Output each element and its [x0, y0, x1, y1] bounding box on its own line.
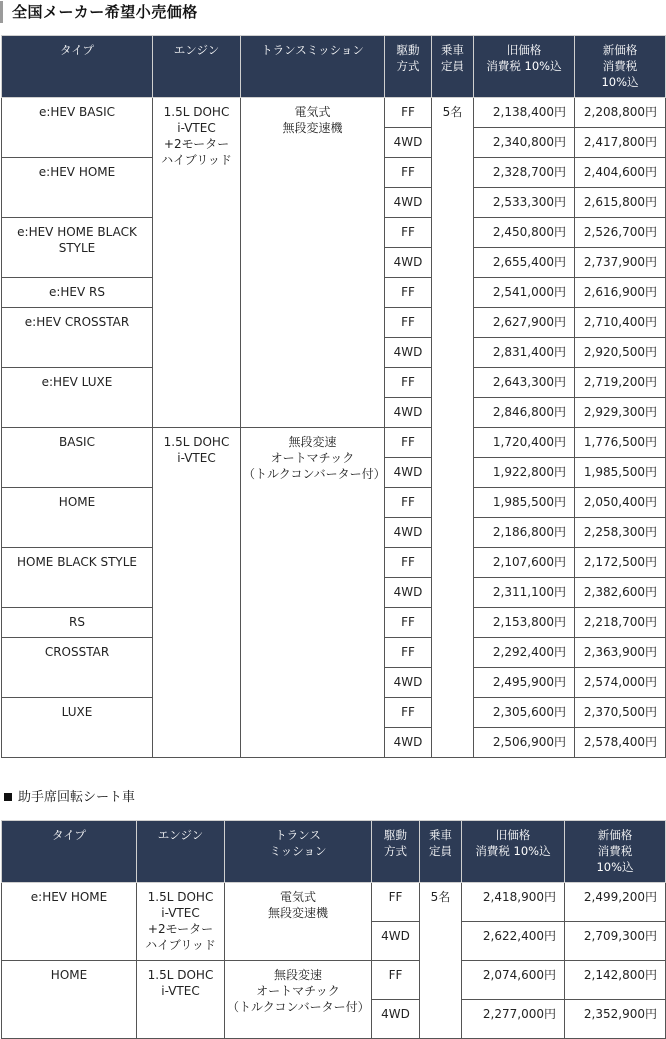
- model-name-cell: e:HEV CROSSTAR: [2, 308, 153, 368]
- new-price-cell: 2,710,400円: [575, 308, 666, 338]
- drive-cell: FF: [385, 368, 432, 398]
- new-price-cell: 2,737,900円: [575, 248, 666, 278]
- transmission-line: 電気式: [294, 105, 331, 119]
- table-row: [2, 428, 666, 458]
- model-name-cell: e:HEV BASIC: [2, 98, 153, 158]
- header-new-line1: 新価格: [602, 43, 638, 57]
- old-price-cell: 2,328,700円: [474, 158, 575, 188]
- header-seats-line1: 乗車: [429, 828, 452, 842]
- swivel-seat-price-table: [1, 820, 666, 1039]
- engine-line: 1.5L DOHC: [147, 968, 214, 982]
- engine-line: 1.5L DOHC: [147, 890, 214, 904]
- header-drive-line1: 駆動: [396, 43, 420, 57]
- new-price-cell: 2,208,800円: [575, 98, 666, 128]
- new-price-cell: 2,370,500円: [575, 698, 666, 728]
- old-price-cell: 2,541,000円: [474, 278, 575, 308]
- new-price-cell: 2,719,200円: [575, 368, 666, 398]
- header-old-line2: 消費税 10%込: [475, 844, 551, 858]
- transmission-cell: [241, 98, 385, 428]
- section-title: [0, 788, 135, 808]
- drive-cell: FF: [372, 961, 420, 1000]
- header-new-line3: 10%込: [596, 860, 634, 874]
- drive-cell: FF: [385, 158, 432, 188]
- header-trans-line2: ミッション: [269, 844, 327, 858]
- old-price-cell: 2,831,400円: [474, 338, 575, 368]
- old-price-cell: 2,506,900円: [474, 728, 575, 758]
- model-name-cell: e:HEV HOME: [2, 883, 137, 961]
- page-title: [0, 0, 666, 24]
- new-price-cell: 2,616,900円: [575, 278, 666, 308]
- old-price-cell: 2,533,300円: [474, 188, 575, 218]
- drive-cell: 4WD: [372, 1000, 420, 1039]
- new-price-cell: 2,363,900円: [575, 638, 666, 668]
- model-name-cell: RS: [2, 608, 153, 638]
- old-price-cell: 1,985,500円: [474, 488, 575, 518]
- engine-line: i-VTEC: [177, 451, 216, 465]
- header-transmission: [225, 821, 372, 883]
- new-price-cell: 2,417,800円: [575, 128, 666, 158]
- drive-cell: 4WD: [385, 128, 432, 158]
- engine-cell: [153, 428, 241, 758]
- drive-cell: 4WD: [372, 922, 420, 961]
- table-row: [2, 98, 666, 128]
- transmission-line: （トルクコンバーター付）: [243, 467, 386, 481]
- header-seats: [420, 821, 462, 883]
- old-price-cell: 2,074,600円: [462, 961, 565, 1000]
- new-price-cell: 2,258,300円: [575, 518, 666, 548]
- drive-cell: FF: [385, 428, 432, 458]
- old-price-cell: 1,720,400円: [474, 428, 575, 458]
- header-drive-line1: 駆動: [384, 828, 407, 842]
- new-price-cell: 2,709,300円: [565, 922, 666, 961]
- drive-cell: FF: [385, 218, 432, 248]
- drive-cell: 4WD: [385, 248, 432, 278]
- drive-cell: 4WD: [385, 668, 432, 698]
- transmission-line: 無段変速機: [282, 121, 343, 135]
- drive-cell: FF: [385, 308, 432, 338]
- title-text: 全国メーカー希望小売価格: [12, 3, 198, 21]
- engine-cell: [137, 883, 225, 961]
- engine-line: i-VTEC: [161, 984, 200, 998]
- new-price-cell: 2,578,400円: [575, 728, 666, 758]
- drive-cell: 4WD: [385, 338, 432, 368]
- new-price-cell: 2,615,800円: [575, 188, 666, 218]
- drive-cell: 4WD: [385, 578, 432, 608]
- header-new-line3: 10%込: [601, 75, 639, 89]
- drive-cell: FF: [385, 548, 432, 578]
- table-row: [2, 883, 666, 922]
- header-drive-line2: 方式: [384, 844, 407, 858]
- old-price-cell: 2,305,600円: [474, 698, 575, 728]
- model-name-cell: HOME BLACK STYLE: [2, 548, 153, 608]
- drive-cell: 4WD: [385, 458, 432, 488]
- header-seats: [432, 36, 474, 98]
- old-price-cell: 2,153,800円: [474, 608, 575, 638]
- header-old-line1: 旧価格: [495, 828, 531, 842]
- new-price-cell: 2,526,700円: [575, 218, 666, 248]
- header-old-price: [462, 821, 565, 883]
- old-price-cell: 2,627,900円: [474, 308, 575, 338]
- header-transmission: トランスミッション: [241, 36, 385, 98]
- header-old-price: [474, 36, 575, 98]
- model-name-cell: HOME: [2, 488, 153, 548]
- header-old-line2: 消費税 10%込: [486, 59, 562, 73]
- header-new-line2: 消費税: [602, 59, 638, 73]
- new-price-cell: 2,929,300円: [575, 398, 666, 428]
- old-price-cell: 2,450,800円: [474, 218, 575, 248]
- model-name-cell: e:HEV HOME BLACK STYLE: [2, 218, 153, 278]
- old-price-cell: 2,340,800円: [474, 128, 575, 158]
- header-type: タイプ: [2, 36, 153, 98]
- header-new-line2: 消費税: [597, 844, 633, 858]
- swivel-seat-table-body: [2, 883, 666, 1039]
- new-price-cell: 2,404,600円: [575, 158, 666, 188]
- new-price-cell: 2,920,500円: [575, 338, 666, 368]
- engine-line: +2モーター: [147, 922, 214, 936]
- transmission-cell: [241, 428, 385, 758]
- old-price-cell: 2,655,400円: [474, 248, 575, 278]
- drive-cell: FF: [385, 698, 432, 728]
- header-new-price: [565, 821, 666, 883]
- engine-line: 1.5L DOHC: [163, 435, 230, 449]
- engine-line: ハイブリッド: [145, 938, 216, 952]
- drive-cell: FF: [385, 488, 432, 518]
- model-name-cell: LUXE: [2, 698, 153, 758]
- model-name-cell: e:HEV RS: [2, 278, 153, 308]
- transmission-line: 無段変速: [288, 435, 337, 449]
- new-price-cell: 2,050,400円: [575, 488, 666, 518]
- header-new-line1: 新価格: [597, 828, 633, 842]
- old-price-cell: 2,846,800円: [474, 398, 575, 428]
- new-price-cell: 2,352,900円: [565, 1000, 666, 1039]
- header-new-price: [575, 36, 666, 98]
- header-seats-line1: 乗車: [441, 43, 464, 57]
- drive-cell: 4WD: [385, 728, 432, 758]
- transmission-line: （トルクコンバーター付）: [227, 1000, 370, 1014]
- drive-cell: 4WD: [385, 398, 432, 428]
- transmission-line: 無段変速機: [267, 906, 328, 920]
- price-table-body: [2, 98, 666, 758]
- drive-cell: FF: [385, 638, 432, 668]
- engine-line: ハイブリッド: [161, 153, 232, 167]
- engine-cell: [137, 961, 225, 1039]
- price-table: [1, 35, 666, 758]
- old-price-cell: 2,495,900円: [474, 668, 575, 698]
- seats-cell: 5名: [420, 883, 462, 1039]
- header-seats-line2: 定員: [429, 844, 452, 858]
- engine-cell: [153, 98, 241, 428]
- new-price-cell: 2,574,000円: [575, 668, 666, 698]
- new-price-cell: 2,142,800円: [565, 961, 666, 1000]
- model-name-cell: HOME: [2, 961, 137, 1039]
- header-seats-line2: 定員: [441, 59, 464, 73]
- drive-cell: FF: [385, 278, 432, 308]
- drive-cell: 4WD: [385, 188, 432, 218]
- old-price-cell: 2,418,900円: [462, 883, 565, 922]
- header-engine: エンジン: [137, 821, 225, 883]
- model-name-cell: e:HEV LUXE: [2, 368, 153, 428]
- section-title-text: 助手席回転シート車: [18, 790, 136, 805]
- header-trans-line1: トランス: [275, 828, 321, 842]
- header-type: タイプ: [2, 821, 137, 883]
- drive-cell: 4WD: [385, 518, 432, 548]
- header-old-line1: 旧価格: [506, 43, 542, 57]
- transmission-cell: [225, 961, 372, 1039]
- transmission-line: 無段変速: [273, 968, 322, 982]
- model-name-cell: BASIC: [2, 428, 153, 488]
- table-row: [2, 961, 666, 1000]
- old-price-cell: 2,107,600円: [474, 548, 575, 578]
- engine-line: i-VTEC: [177, 121, 216, 135]
- header-drive-line2: 方式: [396, 59, 420, 73]
- new-price-cell: 1,776,500円: [575, 428, 666, 458]
- new-price-cell: 2,382,600円: [575, 578, 666, 608]
- square-bullet-icon: [4, 793, 12, 801]
- transmission-cell: [225, 883, 372, 961]
- old-price-cell: 2,643,300円: [474, 368, 575, 398]
- old-price-cell: 2,311,100円: [474, 578, 575, 608]
- transmission-line: 電気式: [279, 890, 316, 904]
- engine-line: 1.5L DOHC: [163, 105, 230, 119]
- header-drive: [385, 36, 432, 98]
- new-price-cell: 2,218,700円: [575, 608, 666, 638]
- drive-cell: FF: [385, 608, 432, 638]
- engine-line: +2モーター: [163, 137, 230, 151]
- seats-cell: 5名: [432, 98, 474, 758]
- header-engine: エンジン: [153, 36, 241, 98]
- new-price-cell: 1,985,500円: [575, 458, 666, 488]
- model-name-cell: e:HEV HOME: [2, 158, 153, 218]
- old-price-cell: 2,277,000円: [462, 1000, 565, 1039]
- drive-cell: FF: [385, 98, 432, 128]
- header-drive: [372, 821, 420, 883]
- old-price-cell: 2,186,800円: [474, 518, 575, 548]
- old-price-cell: 2,292,400円: [474, 638, 575, 668]
- drive-cell: FF: [372, 883, 420, 922]
- engine-line: i-VTEC: [161, 906, 200, 920]
- old-price-cell: 2,138,400円: [474, 98, 575, 128]
- model-name-cell: CROSSTAR: [2, 638, 153, 698]
- transmission-line: オートマチック: [270, 451, 355, 465]
- new-price-cell: 2,499,200円: [565, 883, 666, 922]
- title-accent-bar: [0, 1, 3, 23]
- old-price-cell: 1,922,800円: [474, 458, 575, 488]
- old-price-cell: 2,622,400円: [462, 922, 565, 961]
- transmission-line: オートマチック: [256, 984, 340, 998]
- new-price-cell: 2,172,500円: [575, 548, 666, 578]
